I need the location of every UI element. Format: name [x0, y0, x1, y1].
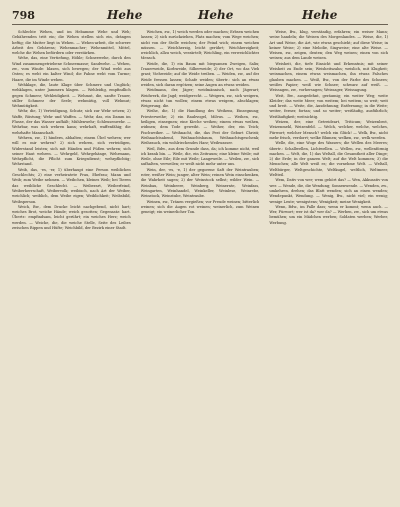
column-right: [269, 30, 388, 500]
dictionary-entry: Wenn, Bdw., im Falle dass; wenn er kommt; wenn auch. — Wer, Fürwort; wer ist da? wer da? — Werben, zw., sich um etwas bemühen; um ein Mädchen werben; Soldaten werben; Werber, Werbung.: [269, 204, 388, 225]
dictionary-entry: Weide, die, 1) ein Baum mit biegsamen Zweigen, Salix; Trauerweide, Korbweide, Silberweide; 2) der Ort, wo das Vieh grast; Viehweide; auf die Weide treiben. — Weiden, zw., auf der Weide fressen lassen; Schafe weiden; übertr.: sich an etwas weiden, sich daran ergötzen; seine Augen an etwas weiden.: [140, 61, 260, 87]
dictionary-entry: Welle, die, eine Woge des Wassers; die Wellen des Meeres; übertr.: Schallwellen, Lichtwellen. — Wellen, zw., wellenförmig machen. — Welt, die, 1) das Weltall, die Gesamtheit aller Dinge; 2) die Erde; in der ganzen Welt; auf die Welt kommen; 3) die Menschen; alle Welt weiß es; die vornehme Welt. — Weltall, Weltbürger, Weltgeschichte, Weltkugel, weltlich, Weltmeer, Weltteil.: [269, 141, 388, 178]
running-head-right: Hehe: [302, 8, 338, 22]
dictionary-entry: Wem, Dativ von wer; wem gehört das? — Wen, Akkusativ von wer. — Wende, die, die Wendung; Sonnenwende. — Wenden, zw., umkehren, drehen; das Blatt wenden; sich an einen wenden; Wendepunkt, Wendung. — Wenig, Bw., nicht viel; ein wenig; wenige Leute; wenigstens; Wenigkeit; meine Wenigkeit.: [269, 178, 388, 204]
dictionary-entry: Wehr, die, 1) Verteidigung, Schutz; sich zur Wehr setzen; 2) Waffe, Rüstung; Wehr und Waffen. — Wehr, das, ein Damm im Flusse, der das Wasser aufhält; Mühlenwehr; Schleusenwehr. — Wehrbar, was sich wehren kann; wehrhaft, waffenfähig; die wehrhafte Mannschaft.: [12, 109, 131, 135]
running-head-left: Hehe: [107, 8, 143, 22]
dictionary-entry: Weinen, zw., Tränen vergießen; vor Freude weinen; bitterlich weinen; sich die Augen rot weinen; weinerlich, zum Weinen geneigt; ein weinerlicher Ton.: [140, 199, 260, 215]
dictionary-entry: Weib, das, -es, -er, 1) überhaupt eine Person weiblichen Geschlechts; 2) eine verheiratete Frau, Ehefrau; Mann und Weib; zum Weibe nehmen. — Weibchen, kleines Weib; bei Tieren das weibliche Geschlecht. — Weiberart, Weiberfeind, Weiberherrschaft, Weibervolk; weibisch, nach Art der Weiber, weichlich; weiblich, dem Weibe eigen; Weiblichkeit; Weibsbild, Weibsperson.: [12, 167, 131, 204]
dictionary-entry: Weise, Bw., klug, verständig, erfahren; ein weiser Mann; weise handeln; die Weisen des Morgenlandes. — Weise, die, 1) Art und Weise, die Art, wie etwas geschieht; auf diese Weise; in keiner Weise; 2) eine Melodie, Singweise; eine alte Weise. — Weisen, zw., zeigen, deuten; den Weg weisen; einen von sich weisen; aus dem Lande weisen.: [269, 30, 388, 61]
dictionary-entry: Schlechte Wehen, und im Hebamme Wehe und Weh; Gebährenden tritt ein; die Wehen stellen sich ein, drängen heftig; die Mutter liegt in Wehen. — Wehen-arbeit, die schwere Arbeit des Gebärens; Wehenmacher; Wehenmittel, Mittel, welche die Wehen befördern oder verstärken.: [12, 30, 131, 56]
dictionary-entry: Weidmann, der, Jäger; weidmännisch, nach Jägerart; Weidwerk, die Jagd; weidgerecht. — Weigern, zw., sich weigern, etwas nicht tun wollen; einem etwas weigern, abschlagen; Weigerung, die.: [140, 88, 260, 109]
column-left: [12, 30, 131, 500]
dictionary-entry: Wein, der, -es, -e, 1) der gegorene Saft der Weintrauben; roter, weißer Wein; junger, alter Wein; reinen Wein einschenken, die Wahrheit sagen; 2) der Weinstock selbst; wilder Wein. — Weinbau, Weinbeere, Weinberg, Weinernte, Weinfass, Weingarten, Weinhandel, Weinkeller, Weinlese, Weinrebe, Weinstock, Weinstube, Weintraube.: [140, 167, 260, 199]
dictionary-entry: Weil, Bdw., aus dem Grunde dass, da; ich komme nicht, weil ich krank bin. — Weile, die, ein Zeitraum; eine kleine Weile; mit Weile, ohne Eile; Eile mit Weile; Langeweile. — Weilen, zw., sich aufhalten, verweilen; er weilt nicht mehr unter uns.: [140, 146, 260, 167]
running-head-center: Hehe: [198, 8, 234, 22]
page-number: 798: [12, 9, 35, 22]
dictionary-entry: Weichen, zw., 1) weich werden oder machen; Erbsen weichen lassen; 2) sich zurückziehen, Platz machen; vom Wege weichen; nicht von der Stelle weichen; der Feind wich; einem weichen müssen. — Weichherzig, leicht gerührt; Weichherzigkeit; weichlich, allzu weich, verzärtelt; Weichling, ein verweichlichter Mensch.: [140, 30, 260, 61]
dictionary-entry: Weich, Bw., dem Drucke leicht nachgebend, nicht hart; weiches Brot, weiche Hände; weich gesotten; Gegensatz: hart. Übertr.: empfindsam, leicht gerührt; ein weiches Herz; weich werden. — Weiche, die, die weiche Stelle, Seite des Leibes zwischen Rippen und Hüfte; Weichbild, der Bezirk einer Stadt.: [12, 204, 131, 230]
dictionary-entry: Wehklage, die, laute Klage über Schmerz und Unglück; wehklagen, unter Jammern klagen. — Wehleidig, empfindlich gegen Schmerz; Wehleidigkeit. — Wehmut, die, sanfte Trauer, stiller Schmerz der Seele; wehmütig, voll Wehmut; Wehmütigkeit.: [12, 82, 131, 109]
text-columns: [12, 30, 388, 500]
column-middle: [141, 30, 260, 500]
dictionary-entry: Wehren, zw., 1) hindern, abhalten; einem Übel wehren; wer will es mir wehren? 2) sich wehren, sich verteidigen, Widerstand leisten; sich mit Händen und Füßen wehren; sich seiner Haut wehren. — Wehrgeld, Wehrgehänge, Wehrmann, Wehrpflicht, die Pflicht zum Kriegsdienst; wehrpflichtig; Wehrstand.: [12, 135, 131, 167]
dictionary-entry: Weizen, der, eine Getreideart, Triticum; Weizenbrot, Weizenmehl, Weizenfeld. — Welch, welcher, welche, welches, Fürwort; welcher Mensch? welch ein Glück! — Welk, Bw., nicht mehr frisch, verdorrt; welke Blumen; welken, zw., welk werden.: [269, 120, 388, 140]
dictionary-entry: Weihe, die, 1) die Handlung des Weihens, Einsegnung; Priesterweihe; 2) ein Raubvogel, Milvus. — Weihen, zw., heiligen, einsegnen; eine Kirche weihen; einem etwas weihen, widmen; dem Tode geweiht. — Weiher, der, ein Teich; Fischweiher. — Weihnacht, die, das Fest der Geburt Christi; Weihnachtsabend, Weihnachtsbaum, Weihnachtsgeschenk; Weihrauch, ein wohlriechendes Harz; Weihwasser.: [140, 109, 260, 146]
dictionary-entry: Wehe, das, eine Vertiefung, Höhle; Schneewehe, durch den Wind zusammengetriebene Schneemasse; Sandwehe. — Wehen, zw., vom Winde: blasen, sich bewegen; der Wind weht aus Osten; es weht ein kalter Wind; die Fahne weht vom Turme; Haare, die im Winde wehen.: [12, 56, 131, 82]
page-header: [12, 8, 388, 25]
dictionary-entry: Weit, Bw., ausgedehnt, geräumig; ein weiter Weg; weite Kleider; das weite Meer; von weitem; bei weitem; so weit; weit und breit. — Weite, die, Ausdehnung; Entfernung; in die Weite; weiter, ferner, fortan; und so weiter; weitläufig, ausführlich; Weitläufigkeit; weitsichtig.: [269, 93, 388, 119]
dictionary-entry: Weisheit, die, tiefe Einsicht und Erkenntnis; mit seiner Weisheit zu Ende sein; Weisheitszahn; weislich, mit Klugheit; weismachen, einem etwas weismachen, ihn etwas Falsches glauben machen. — Weiß, Bw., von der Farbe des Schnees; weißes Papier; weiß wie Schnee; schwarz auf weiß. — Weissagen, zw., vorhersagen; Weissager, Weissagung.: [269, 61, 388, 93]
